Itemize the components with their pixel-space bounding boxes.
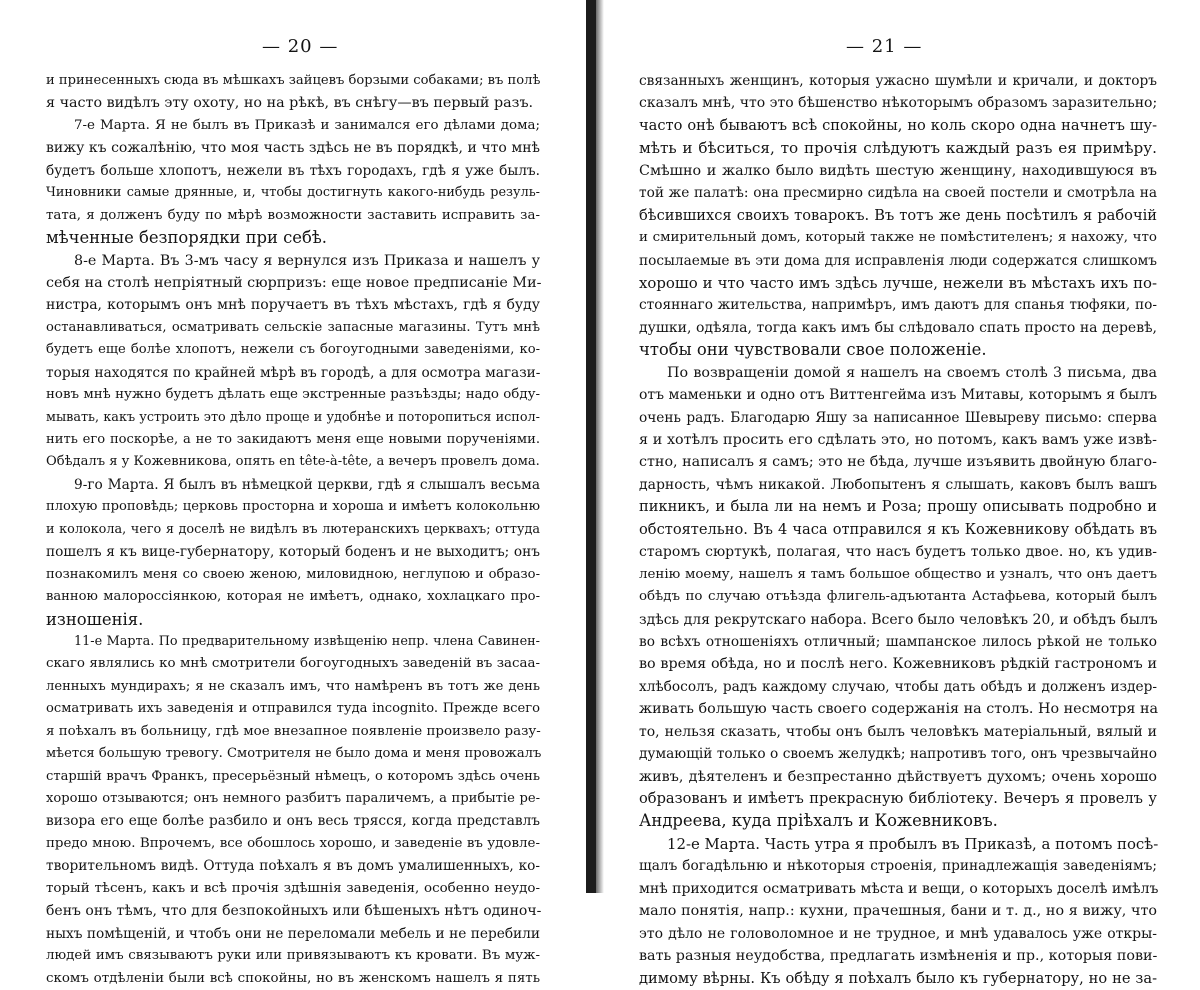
left-page [0,0,598,986]
text-line: во всѣхъ отношеніяхъ отличный; шампанское лилось рѣкой не только [639,633,1157,650]
text-line: скомъ отдѣленіи были всѣ спокойны, но въ женскомъ нашелъ я пять [46,970,540,986]
text-line: Смѣшно и жалко было видѣть шестую женщину, находившуюся въ [639,162,1157,179]
text-line: хорошо и что часто имъ здѣсь лучше, нежели въ мѣстахъ ихъ по- [639,273,1157,292]
text-line: сказалъ мнѣ, что это бѣшенство нѣкоторымъ образомъ заразительно; [639,95,1158,112]
text-line: обѣдъ по случаю отъѣзда флигель-адъютанта Астафьева, который былъ [639,589,1157,605]
text-line: ленію моему, нашелъ я тамъ большое общество и узналъ, что онъ даетъ [639,566,1157,582]
text-line: мнѣ приходится осматривать мѣста и вещи, о которыхъ доселѣ имѣлъ [639,880,1159,897]
text-line: 12-е Марта. Часть утра я пробылъ въ Приказѣ, а потомъ посѣ- [667,834,1159,853]
text-line: здѣсь для рекрутскаго набора. Всего было человѣкъ 20, и обѣдъ былъ [639,611,1158,628]
text-line: хорошо отзываются; онъ немного разбитъ параличемъ, а прибытіе ре- [46,791,540,806]
text-line: и смирительный домъ, который также не помѣстителенъ; я нахожу, что [639,230,1157,246]
text-line: тата, я долженъ буду по мѣрѣ возможности заставить исправить за- [46,207,540,223]
text-line: я и хотѣлъ просить его сдѣлать это, но потомъ, какъ вамъ уже извѣ- [639,432,1157,448]
text-line: я часто видѣлъ эту охоту, но на рѣкѣ, въ снѣгу—въ первый разъ. [46,95,534,112]
text-line: и принесенныхъ сюда въ мѣшкахъ зайцевъ борзыми собаками; въ полѣ [46,73,541,88]
text-line: думающій только о своемъ желудкѣ; напротивъ того, онъ чрезвычайно [639,746,1157,763]
text-line: торый тѣсенъ, какъ и всѣ прочія здѣшнія заведенія, особенно неудо- [46,880,540,896]
text-line: нить его поскорѣе, а не то закидаютъ меня еще новыми порученіями. [46,432,540,447]
text-line: вать разныя неудобства, предлагать измѣненія и пр., которыя пови- [639,948,1158,965]
text-line: новъ мнѣ нужно будетъ дѣлать еще экстренные разъѣзды; надо обду- [46,387,540,403]
text-line: чтобы они чувствовали свое положеніе. [639,340,987,360]
text-line: душки, одѣяла, тогда какъ имъ бы слѣдовало спать просто на деревѣ, [639,319,1157,336]
text-line: 7-е Марта. Я не былъ въ Приказѣ и занимался его дѣлами дома; [74,117,540,133]
text-line: пошелъ я къ вице-губернатору, который боденъ и не выходитъ; онъ [46,544,540,561]
text-line: мывать, какъ устроить это дѣло проще и удобнѣе и поторопиться испол- [46,409,540,425]
text-line: мало понятія, напр.: кухни, прачешныя, бани и т. д., но я вижу, что [639,903,1157,920]
text-line: мѣть и бѣситься, то прочія слѣдуютъ каждый разъ ея примѣру. [639,139,1157,158]
text-line: дарность, чѣмъ никакой. Любопытенъ я слышать, каковъ былъ вашъ [639,476,1157,493]
text-line: старомъ сюртукѣ, полагая, что насъ будетъ только двое. но, къ удив- [639,544,1157,561]
text-line: бѣсившихся своихъ товарокъ. Въ тотъ же день посѣтилъ я рабочій [639,206,1157,224]
text-line: я поѣхалъ въ больницу, гдѣ мое внезапное появленіе произвело разу- [46,723,541,739]
text-line: живъ, дѣятеленъ и безпрестанно дѣйствуетъ духомъ; очень хорошо [639,768,1157,785]
page-text [639,70,1157,990]
text-line: стно, написалъ я самъ; это не бѣда, лучше изъявить двойную благо- [639,454,1157,471]
text-line: мѣченные безпорядки при себѣ. [46,228,327,248]
text-line: визора его еще болѣе разбило и онъ весь трясся, когда представлъ [46,813,540,830]
text-line: димому вѣрны. Къ обѣду я поѣхалъ было къ губернатору, но не за- [639,969,1157,987]
text-line: ванною малороссіянкою, которая не имѣетъ, однако, хохлацкаго про- [46,589,540,605]
text-line: щалъ богадѣльню и нѣкоторыя строенія, принадлежащія заведеніямъ; [639,858,1157,875]
text-line: будетъ еще болѣе хлопотъ, нежели съ богоугодными заведеніями, ко- [46,342,540,358]
text-line: пикникъ, и была ли на немъ и Роза; прошу описывать подробно и [639,498,1157,516]
text-line: стояннаго жительства, напримѣръ, имъ даютъ для спанья тюфяки, по- [639,297,1157,314]
text-line: 8-е Марта. Въ 3-мъ часу я вернулся изъ Приказа и нашелъ у [74,252,540,269]
text-line: людей имъ связываютъ руки или привязываютъ къ кровати. Въ муж- [46,948,540,964]
text-line: изношенія. [46,609,144,629]
text-line: плохую проповѣдь; церковь просторна и хороша и имѣетъ колокольню [46,499,540,515]
text-line: и колокола, чего я доселѣ не видѣлъ въ лютеранскихъ церквахъ; оттуда [46,521,540,537]
text-line: будетъ больше хлопотъ, нежели въ тѣхъ городахъ, гдѣ я уже былъ. [46,162,540,179]
text-line: торыя находятся по крайней мѣрѣ въ городѣ, а для осмотра магази- [46,364,541,381]
text-line: осматривать ихъ заведенія и отправился туда incognito. Прежде всего [46,701,540,717]
text-line: образованъ и имѣетъ прекрасную библіотеку. Вечеръ я провелъ у [639,790,1157,807]
page-text [46,70,540,990]
text-line: останавливаться, осматривать сельскіе запасные магазины. Тутъ мнѣ [46,319,540,335]
text-line: отъ маменьки и одно отъ Виттенгейма изъ Митавы, которымъ я былъ [639,387,1157,404]
text-line: ныхъ помѣщеній, и чтобъ они не переломали мебель и не перебили [46,925,540,942]
text-line: себя на столѣ непріятный сюрпризъ: еще новое предписаніе Ми- [46,274,542,291]
right-page [602,0,1200,987]
text-line: обстоятельно. Въ 4 часа отправился я къ Кожевникову обѣдать въ [639,520,1157,538]
text-line: 11-е Марта. По предварительному извѣщенію непр. члена Савинен- [74,633,540,649]
page-number: — 21 — [846,36,923,57]
text-line: предо мною. Впрочемъ, все обошлось хорошо, и заведеніе въ удовле- [46,835,540,851]
text-line: ленныхъ мундирахъ; я не сказалъ имъ, что намѣренъ въ тотъ же день [46,678,540,694]
text-line: По возвращеніи домой я нашелъ на своемъ столѣ 3 письма, два [667,364,1157,381]
text-line: вижу къ сожалѣнію, что моя часть здѣсь не въ порядкѣ, и что мнѣ [46,140,540,157]
text-line: очень радъ. Благодарю Яшу за написанное Шевыреву письмо: сперва [639,409,1157,426]
text-line: познакомилъ меня со своею женою, миловидною, неглупою и образо- [46,566,540,582]
text-line: хлѣбосолъ, радъ каждому случаю, чтобы дать обѣдъ и долженъ издер- [639,678,1157,695]
text-line: 9-го Марта. Я былъ въ нѣмецкой церкви, гдѣ я слышалъ весьма [74,476,540,493]
text-line: то, нельзя сказать, чтобы онъ былъ человѣкъ матеріальный, вялый и [639,723,1157,740]
text-line: нистра, которымъ онъ мнѣ поручаетъ въ тѣхъ мѣстахъ, гдѣ я буду [46,297,540,314]
text-line: посылаемые въ эти дома для исправленія люди содержатся слишкомъ [639,252,1157,269]
text-line: мѣется большую тревогу. Смотрителя не было дома и меня провожалъ [46,746,542,762]
page-number: — 20 — [262,36,339,57]
text-line: бенъ онъ тѣмъ, что для безпокойныхъ или бѣшеныхъ нѣтъ одиноч- [46,903,542,920]
text-line: той же палатѣ: она пресмирно сидѣла на своей постели и смотрѣла на [639,185,1157,202]
text-line: это дѣло не головоломное и не трудное, и мнѣ удавалось уже откры- [639,925,1157,942]
text-line: Обѣдалъ я у Кожевникова, опять en tête-à-tête, а вечеръ провелъ дома. [46,454,540,470]
text-line: скаго являлись ко мнѣ смотрители богоугодныхъ заведеній въ засаа- [46,656,540,672]
text-line: часто онѣ бываютъ всѣ спокойны, но коль скоро одна начнетъ шу- [639,116,1157,134]
text-line: во время обѣда, но и послѣ него. Кожевниковъ рѣдкій гастрономъ и [639,656,1157,673]
text-line: живать большую часть своего содержанія на столъ. Но несмотря на [639,701,1159,718]
text-line: старшій врачъ Франкъ, пресерьёзный нѣмецъ, о которомъ здѣсь очень [46,768,540,784]
text-line: Чиновники самые дрянные, и, чтобы достигнуть какого-нибудь резуль- [46,185,540,201]
text-line: Андреева, куда пріѣхалъ и Кожевниковъ. [639,811,998,831]
text-line: творительномъ видѣ. Оттуда поѣхалъ я въ домъ умалишенныхъ, ко- [46,858,540,875]
text-line: связанныхъ женщинъ, которыя ужасно шумѣли и кричали, и докторъ [639,73,1157,89]
